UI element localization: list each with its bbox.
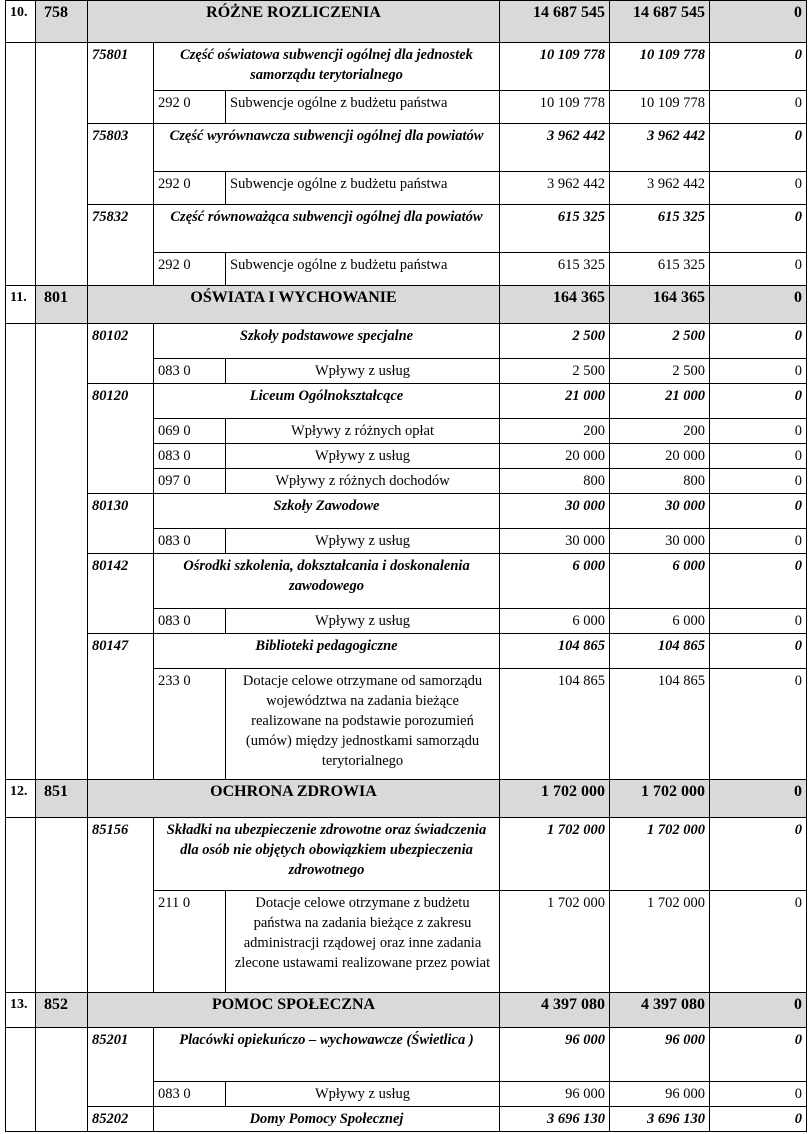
current-value: 1 702 000 — [610, 780, 710, 818]
index-spacer — [6, 818, 36, 993]
item-name: Dotacje celowe otrzymane od samorządu województwa na zadania bieżące realizowane na podstawie porozumień (umów) między jednostkami samorządu terytorialnego — [226, 669, 500, 803]
chapter-row — [6, 324, 807, 359]
chapter-current-value: 615 325 — [610, 205, 710, 253]
change-value: 0 — [710, 1, 807, 43]
item-name: Wpływy z usług — [226, 444, 500, 469]
item-plan-value: 6 000 — [500, 609, 610, 634]
item-plan-value: 615 325 — [500, 253, 610, 286]
chapter-current-value: 21 000 — [610, 384, 710, 419]
chapter-code: 75801 — [88, 43, 154, 124]
item-current-value: 6 000 — [610, 609, 710, 634]
item-current-value: 200 — [610, 419, 710, 444]
chapter-row — [6, 205, 807, 253]
item-name: Subwencje ogólne z budżetu państwa — [226, 172, 500, 205]
chapter-code: 85202 — [88, 1107, 154, 1132]
chapter-code: 80120 — [88, 384, 154, 494]
chapter-change-value: 0 — [710, 1107, 807, 1132]
item-name: Subwencje ogólne z budżetu państwa — [226, 91, 500, 124]
paragraph-code: 292 0 — [154, 91, 226, 124]
item-change-value: 0 — [710, 609, 807, 634]
current-value: 164 365 — [610, 286, 710, 324]
item-change-value: 0 — [710, 891, 807, 993]
chapter-current-value: 30 000 — [610, 494, 710, 529]
chapter-row — [6, 494, 807, 529]
chapter-name: Biblioteki pedagogiczne — [154, 634, 500, 669]
paragraph-code: 097 0 — [154, 469, 226, 494]
chapter-change-value: 0 — [710, 124, 807, 172]
item-change-value: 0 — [710, 253, 807, 286]
code-spacer — [36, 1028, 88, 1132]
chapter-row — [6, 124, 807, 172]
chapter-code: 85156 — [88, 818, 154, 993]
row-index: 11. — [6, 286, 36, 324]
item-change-value: 0 — [710, 669, 807, 803]
item-current-value: 800 — [610, 469, 710, 494]
department-row — [6, 993, 807, 1028]
chapter-current-value: 1 702 000 — [610, 818, 710, 891]
change-value: 0 — [710, 993, 807, 1028]
item-change-value: 0 — [710, 444, 807, 469]
chapter-change-value: 0 — [710, 384, 807, 419]
item-current-value: 3 962 442 — [610, 172, 710, 205]
budget-income-table — [5, 0, 807, 286]
item-current-value: 1 702 000 — [610, 891, 710, 993]
item-name: Subwencje ogólne z budżetu państwa — [226, 253, 500, 286]
chapter-change-value: 0 — [710, 554, 807, 609]
row-index: 13. — [6, 993, 36, 1028]
chapter-name: Szkoły Zawodowe — [154, 494, 500, 529]
item-name: Wpływy z usług — [226, 609, 500, 634]
index-spacer — [6, 1028, 36, 1132]
chapter-name: Ośrodki szkolenia, dokształcania i doskonalenia zawodowego — [154, 554, 500, 609]
item-name: Wpływy z usług — [226, 359, 500, 384]
item-plan-value: 30 000 — [500, 529, 610, 554]
chapter-code: 80102 — [88, 324, 154, 384]
chapter-plan-value: 3 962 442 — [500, 124, 610, 172]
chapter-plan-value: 1 702 000 — [500, 818, 610, 891]
plan-value: 1 702 000 — [500, 780, 610, 818]
department-row — [6, 1, 807, 43]
chapter-row — [6, 43, 807, 91]
chapter-change-value: 0 — [710, 205, 807, 253]
department-code: 801 — [36, 286, 88, 324]
chapter-current-value: 2 500 — [610, 324, 710, 359]
item-plan-value: 96 000 — [500, 1082, 610, 1107]
change-value: 0 — [710, 780, 807, 818]
chapter-name: Część oświatowa subwencji ogólnej dla jednostek samorządu terytorialnego — [154, 43, 500, 91]
chapter-code: 85201 — [88, 1028, 154, 1107]
chapter-name: Składki na ubezpieczenie zdrowotne oraz świadczenia dla osób nie objętych obowiązkiem ubezpieczenia zdrowotnego — [154, 818, 500, 891]
department-name: RÓŻNE ROZLICZENIA — [88, 1, 500, 43]
chapter-current-value: 96 000 — [610, 1028, 710, 1082]
budget-income-table-852 — [5, 992, 807, 1132]
item-name: Wpływy z usług — [226, 1082, 500, 1107]
paragraph-code: 083 0 — [154, 444, 226, 469]
change-value: 0 — [710, 286, 807, 324]
chapter-name: Domy Pomocy Społecznej — [154, 1107, 500, 1132]
row-index: 12. — [6, 780, 36, 818]
department-name: OCHRONA ZDROWIA — [88, 780, 500, 818]
item-change-value: 0 — [710, 172, 807, 205]
chapter-name: Część równoważąca subwencji ogólnej dla powiatów — [154, 205, 500, 253]
budget-income-table-801 — [5, 285, 807, 803]
chapter-row — [6, 554, 807, 609]
item-plan-value: 104 865 — [500, 669, 610, 803]
chapter-plan-value: 3 696 130 — [500, 1107, 610, 1132]
chapter-plan-value: 30 000 — [500, 494, 610, 529]
department-row — [6, 780, 807, 818]
item-current-value: 615 325 — [610, 253, 710, 286]
paragraph-code: 233 0 — [154, 669, 226, 803]
item-change-value: 0 — [710, 469, 807, 494]
paragraph-code: 083 0 — [154, 359, 226, 384]
current-value: 14 687 545 — [610, 1, 710, 43]
chapter-current-value: 10 109 778 — [610, 43, 710, 91]
index-spacer — [6, 43, 36, 286]
index-spacer — [6, 324, 36, 803]
chapter-name: Część wyrównawcza subwencji ogólnej dla powiatów — [154, 124, 500, 172]
item-current-value: 96 000 — [610, 1082, 710, 1107]
department-name: POMOC SPOŁECZNA — [88, 993, 500, 1028]
chapter-name: Placówki opiekuńczo – wychowawcze (Świetlica ) — [154, 1028, 500, 1082]
chapter-code: 80142 — [88, 554, 154, 634]
chapter-name: Liceum Ogólnokształcące — [154, 384, 500, 419]
paragraph-code: 292 0 — [154, 172, 226, 205]
item-current-value: 2 500 — [610, 359, 710, 384]
department-code: 852 — [36, 993, 88, 1028]
item-name: Wpływy z usług — [226, 529, 500, 554]
item-plan-value: 800 — [500, 469, 610, 494]
chapter-plan-value: 6 000 — [500, 554, 610, 609]
item-name: Wpływy z różnych dochodów — [226, 469, 500, 494]
budget-income-table-851 — [5, 779, 807, 993]
item-current-value: 30 000 — [610, 529, 710, 554]
item-change-value: 0 — [710, 359, 807, 384]
department-row — [6, 286, 807, 324]
plan-value: 4 397 080 — [500, 993, 610, 1028]
chapter-change-value: 0 — [710, 1028, 807, 1082]
chapter-change-value: 0 — [710, 494, 807, 529]
chapter-plan-value: 104 865 — [500, 634, 610, 669]
plan-value: 164 365 — [500, 286, 610, 324]
chapter-row — [6, 818, 807, 891]
item-plan-value: 2 500 — [500, 359, 610, 384]
chapter-row — [6, 384, 807, 419]
item-name: Wpływy z różnych opłat — [226, 419, 500, 444]
chapter-current-value: 6 000 — [610, 554, 710, 609]
chapter-code: 75803 — [88, 124, 154, 205]
chapter-change-value: 0 — [710, 634, 807, 669]
chapter-plan-value: 10 109 778 — [500, 43, 610, 91]
item-change-value: 0 — [710, 91, 807, 124]
code-spacer — [36, 43, 88, 286]
paragraph-code: 083 0 — [154, 609, 226, 634]
chapter-code: 80147 — [88, 634, 154, 803]
code-spacer — [36, 324, 88, 803]
chapter-code: 80130 — [88, 494, 154, 554]
item-change-value: 0 — [710, 419, 807, 444]
item-current-value: 20 000 — [610, 444, 710, 469]
chapter-plan-value: 615 325 — [500, 205, 610, 253]
chapter-plan-value: 96 000 — [500, 1028, 610, 1082]
paragraph-code: 069 0 — [154, 419, 226, 444]
chapter-plan-value: 21 000 — [500, 384, 610, 419]
item-plan-value: 10 109 778 — [500, 91, 610, 124]
chapter-row — [6, 1028, 807, 1082]
chapter-code: 75832 — [88, 205, 154, 286]
row-index: 10. — [6, 1, 36, 43]
item-plan-value: 3 962 442 — [500, 172, 610, 205]
department-code: 758 — [36, 1, 88, 43]
chapter-change-value: 0 — [710, 324, 807, 359]
chapter-change-value: 0 — [710, 818, 807, 891]
chapter-name: Szkoły podstawowe specjalne — [154, 324, 500, 359]
chapter-current-value: 3 696 130 — [610, 1107, 710, 1132]
chapter-current-value: 104 865 — [610, 634, 710, 669]
code-spacer — [36, 818, 88, 993]
paragraph-code: 083 0 — [154, 529, 226, 554]
chapter-row — [6, 1107, 807, 1132]
item-change-value: 0 — [710, 529, 807, 554]
department-name: OŚWIATA I WYCHOWANIE — [88, 286, 500, 324]
paragraph-code: 292 0 — [154, 253, 226, 286]
chapter-row — [6, 634, 807, 669]
item-name: Dotacje celowe otrzymane z budżetu państwa na zadania bieżące z zakresu administracji rządowej oraz inne zadania zlecone ustawami realizowane przez powiat — [226, 891, 500, 993]
current-value: 4 397 080 — [610, 993, 710, 1028]
department-code: 851 — [36, 780, 88, 818]
paragraph-code: 083 0 — [154, 1082, 226, 1107]
item-plan-value: 200 — [500, 419, 610, 444]
chapter-change-value: 0 — [710, 43, 807, 91]
item-plan-value: 20 000 — [500, 444, 610, 469]
chapter-plan-value: 2 500 — [500, 324, 610, 359]
chapter-current-value: 3 962 442 — [610, 124, 710, 172]
plan-value: 14 687 545 — [500, 1, 610, 43]
item-plan-value: 1 702 000 — [500, 891, 610, 993]
item-current-value: 104 865 — [610, 669, 710, 803]
item-change-value: 0 — [710, 1082, 807, 1107]
paragraph-code: 211 0 — [154, 891, 226, 993]
item-current-value: 10 109 778 — [610, 91, 710, 124]
